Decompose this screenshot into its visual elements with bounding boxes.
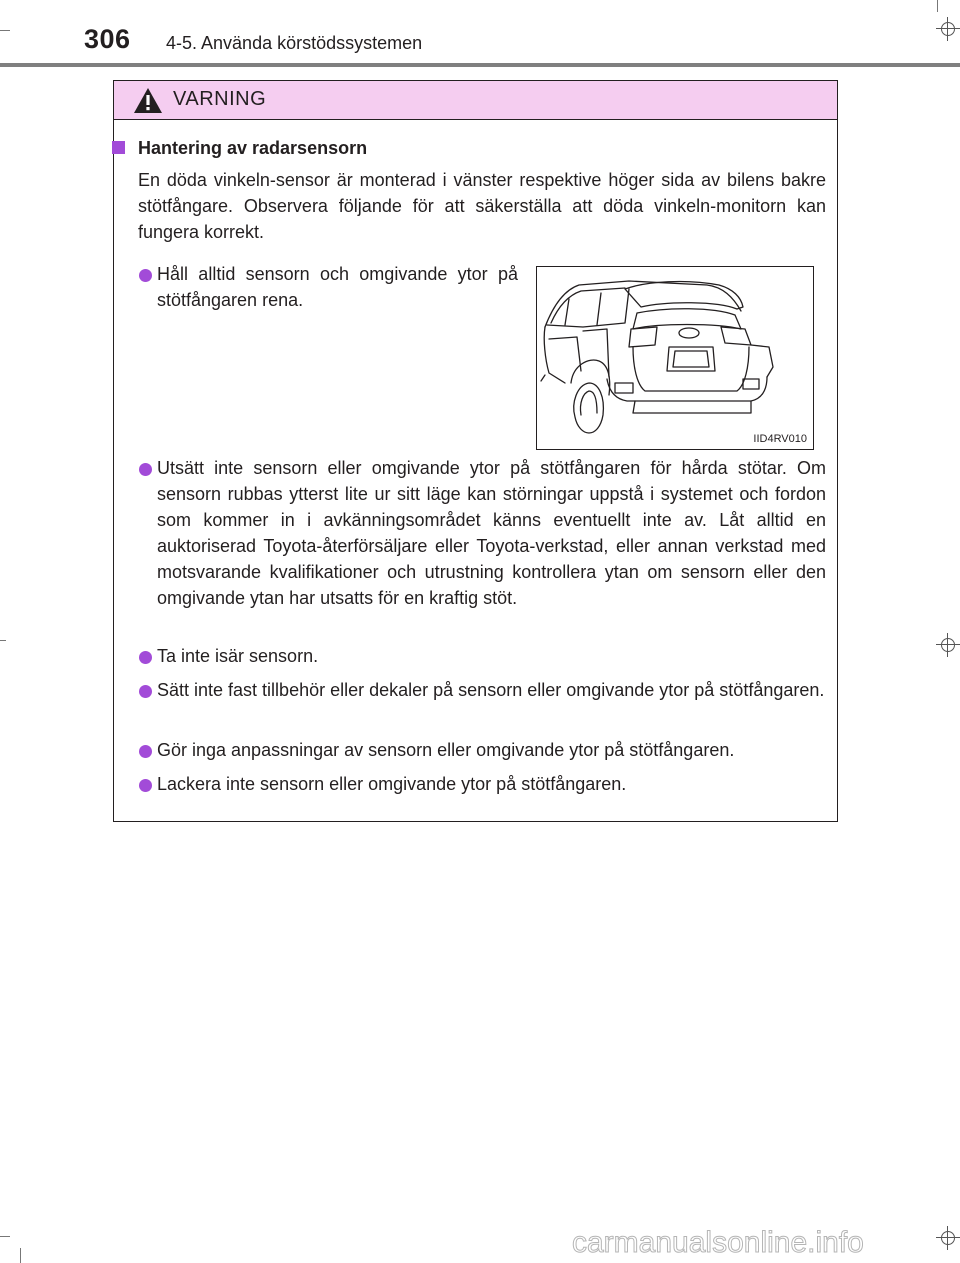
crop-mark [0,640,6,641]
crop-mark [0,30,10,31]
list-item: Ta inte isär sensorn. [157,646,319,666]
round-bullet-icon [139,779,152,792]
list-item: Utsätt inte sensorn eller omgivande ytor på stötfångaren för hårda stötar. Om sensorn rubbas ytterst lite ur sitt läge kan störningar uppstå i systemet och fordon som kommer in i avkänningsområdet känns eventuellt inte av. Låt alltid en auktoriserad Toyota-återförsäljare eller Toyota-verkstad, eller annan verkstad med motsvarande kvalifikationer och utrustning kontrollera ytan om sensorn eller den omgivande ytan har utsatts för en kraftig stöt. [157,458,826,608]
header-rule [0,63,960,67]
page-number: 306 [84,24,131,54]
list-item: Håll alltid sensorn och omgivande ytor på stötfångaren rena. [157,264,518,310]
round-bullet-icon [139,745,152,758]
crop-mark [20,1248,21,1263]
round-bullet-icon [139,463,152,476]
registration-mark-icon [936,633,960,657]
list-item: Sätt inte fast tillbehör eller dekaler på sensorn eller omgivande ytor på stötfångaren. [157,680,825,700]
section-title: 4-5. Använda körstödssystemen [166,33,423,53]
car-rear-illustration [537,267,813,449]
list-item: Gör inga anpassningar av sensorn eller omgivande ytor på stötfångaren. [157,740,735,760]
list-item: Lackera inte sensorn eller omgivande ytor på stötfångaren. [157,774,627,794]
car-rear-figure [536,266,814,450]
round-bullet-icon [139,651,152,664]
square-bullet-icon [112,141,125,154]
crop-mark [0,1236,10,1237]
warning-title: VARNING [173,88,267,110]
warning-triangle-icon [133,87,163,114]
registration-mark-icon [936,17,960,41]
section-heading: Hantering av radarsensorn [138,138,368,158]
crop-mark [937,0,938,12]
round-bullet-icon [139,685,152,698]
intro-paragraph: En döda vinkeln-sensor är monterad i vänster respektive höger sida av bilens bakre stötfångare. Observera följande för att säkerställa att döda vinkeln-monitorn kan fungera korrekt. [138,170,826,242]
watermark [570,1222,950,1260]
watermark-text: carmanualsonline.info [572,1226,864,1259]
round-bullet-icon [139,269,152,282]
figure-code: IID4RV010 [753,433,807,445]
warning-header [114,81,837,120]
